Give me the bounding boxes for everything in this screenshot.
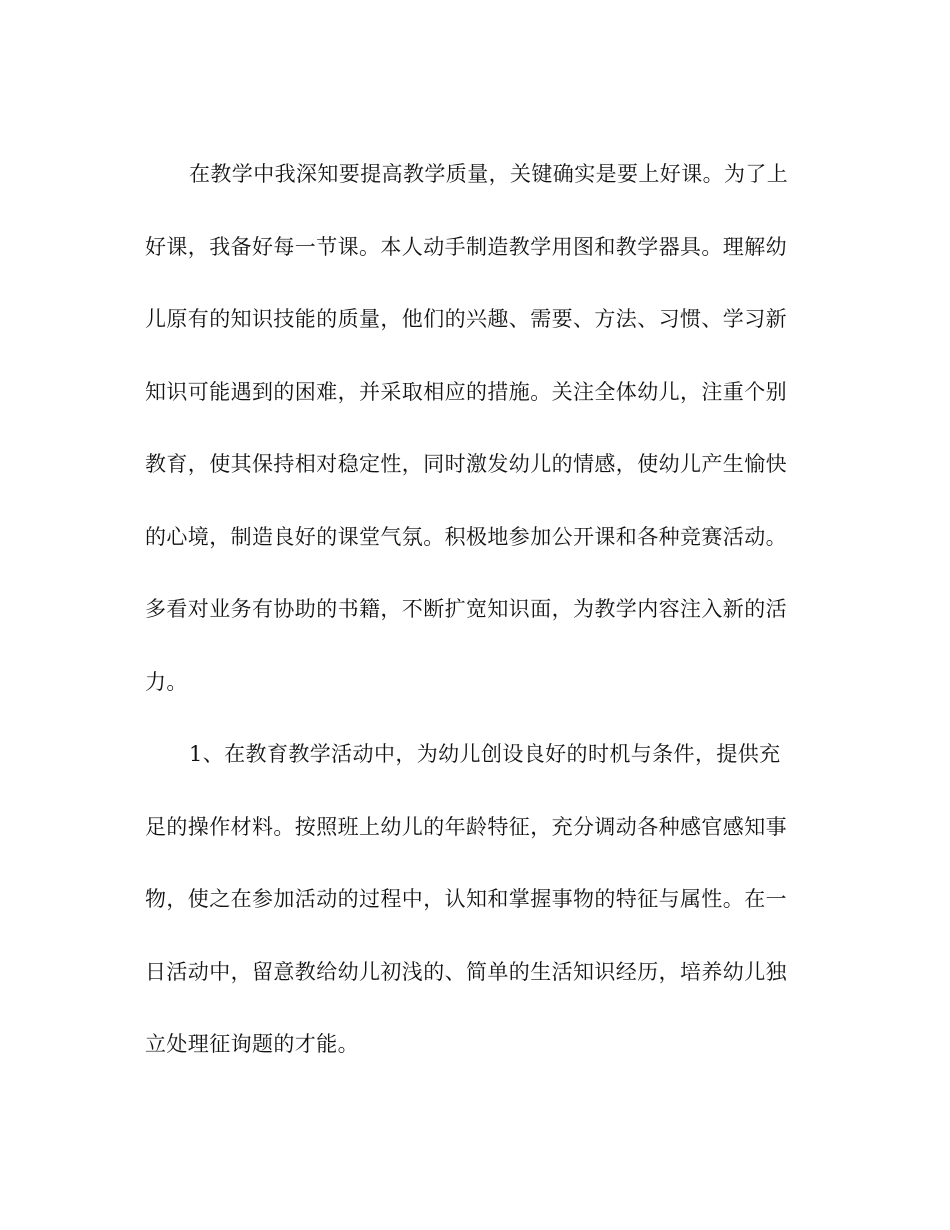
text-line: 知识可能遇到的困难，并采取相应的措施。关注全体幼儿，注重个别: [145, 379, 787, 404]
text-line: 1、在教育教学活动中，为幼儿创设良好的时机与条件，提供充: [189, 742, 781, 766]
text-line: 的心境，制造良好的课堂气氛。积极地参加公开课和各种竞赛活动。: [145, 524, 787, 549]
document-body: [145, 138, 801, 1081]
text-line: 在教学中我深知要提高教学质量，关键确实是要上好课。为了上: [189, 162, 789, 186]
text-line: 立处理征询题的才能。: [145, 1032, 359, 1056]
text-line: 日活动中，留意教给幼儿初浅的、简单的生活知识经历，培养幼儿独: [145, 959, 787, 984]
text-line: 物，使之在参加活动的过程中，认知和掌握事物的特征与属性。在一: [145, 887, 787, 911]
text-line: 力。: [145, 669, 188, 694]
text-line: 教育，使其保持相对稳定性，同时激发幼儿的情感，使幼儿产生愉快: [145, 452, 787, 476]
text-line: 好课，我备好每一节课。本人动手制造教学用图和教学器具。理解幼: [145, 234, 787, 259]
paragraph-item-1: [145, 718, 801, 1081]
text-line: 足的操作材料。按照班上幼儿的年龄特征，充分调动各种感官感知事: [145, 814, 787, 839]
text-line: 多看对业务有协助的书籍，不断扩宽知识面，为教学内容注入新的活: [145, 597, 787, 621]
text-line: 儿原有的知识技能的质量，他们的兴趣、需要、方法、习惯、学习新: [145, 307, 787, 331]
paragraph-teaching-quality: [145, 138, 801, 718]
